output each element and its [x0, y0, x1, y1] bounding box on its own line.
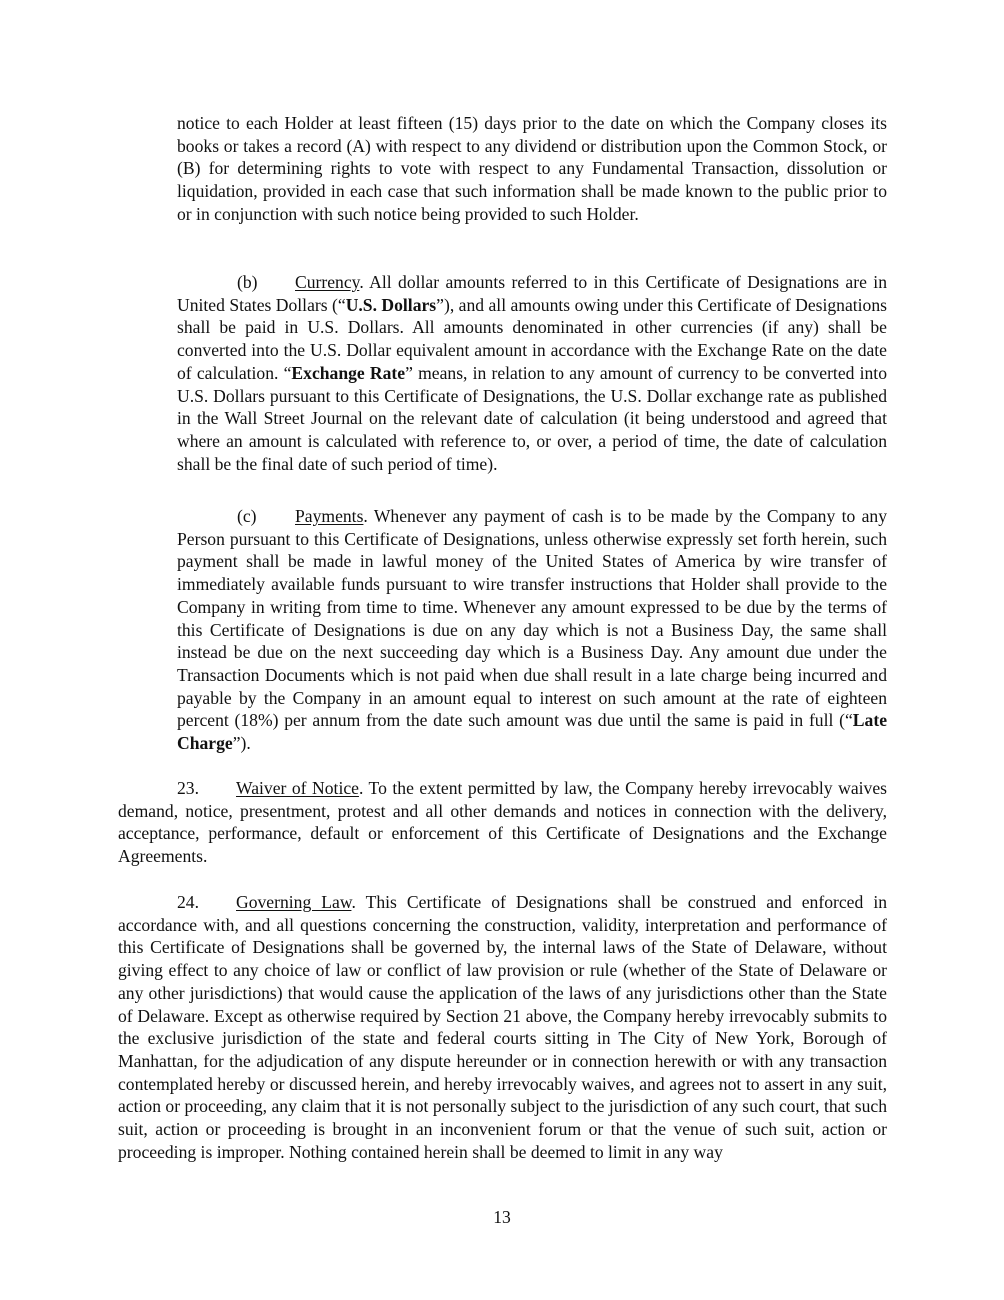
page-number: 13 — [493, 1207, 511, 1227]
currency-text-2: ”), and all amounts owing under this Certificate of Designations shall be paid in U.S. Dollars. All amounts denominated in other currencies (if any) shall be converted into the U.S. Dollar equivalent amount in accordance with the Exchange Rate on the date of calculation. “ — [177, 294, 887, 383]
governing-law-heading: Governing Law — [236, 892, 352, 912]
governing-law-text: . This Certificate of Designations shall be construed and enforced in accordance with, and all questions concerning the construction, validity, interpretation and performance of this Certificate of Designations shall be governed by, the internal laws of the State of Delaware, without giving effect to any choice of law or conflict of law provision or rule (whether of the State of Delaware or any other jurisdictions) that would cause the application of the laws of any jurisdictions other than the State of Delaware. Except as otherwise required by Section 21 above, the Company hereby irrevocably submits to the exclusive jurisdiction of the state and federal courts sitting in The City of New York, Borough of Manhattan, for the adjudication of any dispute hereunder or in connection herewith or with any transaction contemplated hereby or discussed herein, and hereby irrevocably waives, and agrees not to assert in any suit, action or proceeding, any claim that it is not personally subject to the jurisdiction of any such court, that such suit, action or proceeding is brought in an inconvenient forum or that the venue of such suit, action or proceeding is improper. Nothing contained herein shall be deemed to limit in any way — [118, 892, 888, 1162]
currency-heading: Currency — [295, 272, 360, 292]
waiver-text: . To the extent permitted by law, the Company hereby irrevocably waives demand, notice, presentment, protest and all other demands and notices in connection with the delivery, acceptance, performance, default or enforcement of this Certificate of Designations and the Exchange Agreements. — [118, 778, 887, 867]
currency-term-us-dollars: U.S. Dollars — [345, 294, 437, 315]
payments-text-2: ”). — [232, 733, 251, 754]
governing-law-paragraph — [118, 891, 887, 1163]
payments-paragraph — [177, 505, 887, 755]
intro-paragraph: notice to each Holder at least fifteen (15) days prior to the date on which the Company closes its books or takes a record (A) with respect to any dividend or distribution upon the Common Stock, or (B) for determining rights to vote with respect to any Fundamental Transaction, dissolution or liquidation, provided in each case that such information shall be made known to the public prior to or in conjunction with such notice being provided to such Holder. — [177, 113, 887, 224]
waiver-number: 23. — [177, 778, 199, 798]
currency-term-exchange-rate: Exchange Rate — [291, 362, 406, 383]
payments-text-1: . Whenever any payment of cash is to be made by the Company to any Person pursuant to this Certificate of Designations, unless otherwise expressly set forth herein, such payment shall be made in lawful money of the United States of America by wire transfer of immediately available funds pursuant to wire transfer instructions that Holder shall provide to the Company in writing from time to time. Whenever any amount expressed to be due by the terms of this Certificate of Designations is due on any day which is not a Business Day, the same shall instead be due on the next succeeding day which is a Business Day. Any amount due under the Transaction Documents which is not paid when due shall result in a late charge being incurred and payable by the Company in an amount equal to interest on such amount at the rate of eighteen percent (18%) per annum from the date such amount was due until the same is paid in full (“ — [177, 506, 887, 731]
governing-law-number: 24. — [177, 892, 199, 912]
payments-number: (c) — [237, 506, 257, 526]
payments-heading: Payments — [295, 506, 364, 526]
currency-text-3: ” means, in relation to any amount of currency to be converted into U.S. Dollars pursuant to this Certificate of Designations, the U.S. Dollar exchange rate as published in the Wall Street Journal on the relevant date of calculation (it being understood and agreed that where an amount is calculated with reference to, or over, a period of time, the date of calculation shall be the final date of such period of time). — [177, 362, 887, 474]
currency-text-1: . All dollar amounts referred to in this Certificate of Designations are in United States Dollars (“ — [177, 272, 887, 315]
payments-term-late-charge: Late Charge — [177, 710, 887, 754]
currency-number: (b) — [237, 272, 258, 292]
waiver-heading: Waiver of Notice — [236, 778, 359, 798]
currency-paragraph — [177, 271, 887, 475]
waiver-paragraph — [118, 777, 887, 868]
